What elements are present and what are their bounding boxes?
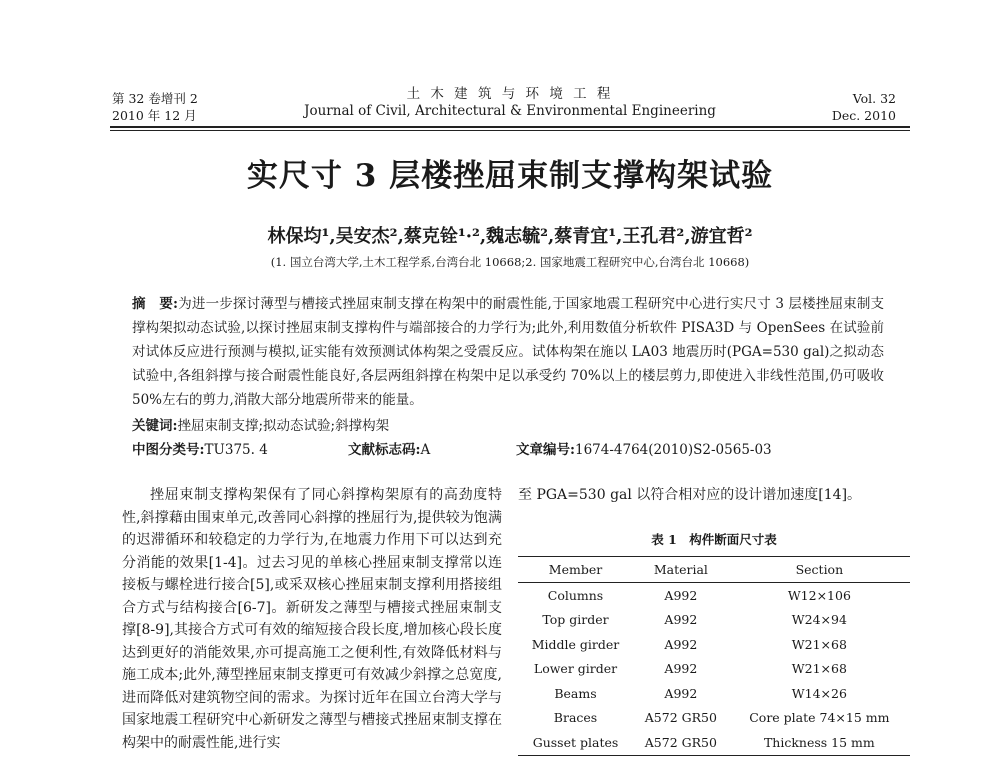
table-cell: W24×94 (791, 612, 847, 628)
table-cell: Columns (547, 587, 604, 603)
doc-value: A (420, 442, 431, 458)
table-cell: A992 (664, 612, 698, 628)
clc-label: 中图分类号: (132, 442, 205, 458)
journal-name (300, 86, 720, 120)
date-en: Dec. 2010 (831, 108, 896, 123)
table-row (518, 608, 910, 633)
journal-volume-cn (112, 90, 198, 124)
table-cell: Beams (554, 685, 597, 701)
article-code (516, 438, 772, 458)
table-cell: W21×68 (791, 661, 847, 677)
abstract (132, 292, 884, 412)
journal-name-cn: 土 木 建 筑 与 环 境 工 程 (406, 86, 614, 102)
date-cn: 2010 年 12 月 (112, 108, 197, 123)
table-cell: Core plate 74×15 mm (749, 710, 890, 726)
table-cell: Braces (553, 710, 598, 726)
clc-value: TU375. 4 (204, 442, 268, 458)
journal-name-en: Journal of Civil, Architectural & Environmental Engineering (304, 103, 716, 119)
keywords (132, 414, 884, 434)
table-row (518, 681, 910, 706)
volume-cn: 第 32 卷增刊 2 (112, 91, 198, 106)
paper-title: 实尺寸 3 层楼挫屈束制支撑构架试验 (246, 158, 774, 194)
volume-en: Vol. 32 (852, 91, 896, 106)
table-cell: A992 (664, 587, 698, 603)
article-value: 1674-4764(2010)S2-0565-03 (574, 442, 772, 458)
article-label: 文章编号: (516, 442, 575, 458)
abstract-label: 摘 要: (132, 296, 179, 312)
table-header: Material (633, 557, 729, 583)
table-row (518, 583, 910, 608)
table-cell: W12×106 (787, 587, 851, 603)
table-row (518, 657, 910, 682)
keywords-label: 关键词: (132, 418, 178, 434)
doc-label: 文献标志码: (348, 442, 421, 458)
clc-code (132, 438, 268, 458)
table-cell: A992 (664, 661, 698, 677)
table-cell: A572 GR50 (633, 730, 729, 755)
table-row (518, 706, 910, 731)
keywords-text: 挫屈束制支撑;拟动态试验;斜撑构架 (177, 418, 390, 434)
table-cell: A992 (664, 685, 698, 701)
table-cell: Middle girder (531, 636, 620, 652)
journal-volume-en (832, 90, 896, 124)
table-cell: W21×68 (791, 636, 847, 652)
abstract-text: 为进一步探讨薄型与槽接式挫屈束制支撑在构架中的耐震性能,于国家地震工程研究中心进行实尺寸 3 层楼挫屈束制支撑构架拟动态试验,以探讨挫屈束制支撑构件与端部接合的力学行为;此外,利用数值分析软件 PISA3D 与 OpenSees 在试验前对试体反应进行预测与模拟,证实能有效预测试体构架之受震反应。试体构架在施以 LA03 地震历时(PGA=530 gal)之拟动态试验中,各组斜撑与接合耐震性能良好,各层两组斜撑在构架中足以承受约 70%以上的楼层剪力,即使进入非线性范围,仍可吸收 50%左右的剪力,消散大部分地震所带来的能量。 (132, 296, 885, 408)
table-cell: A572 GR50 (644, 710, 717, 726)
body-text-left: 挫屈束制支撑构架保有了同心斜撑构架原有的高劲度特性,斜撑藉由围束单元,改善同心斜撑的挫屈行为,提供较为饱满的迟滞循环和较稳定的力学行为,在地震力作用下可以达到充分消能的效果[1-4]。过去习见的单核心挫屈束制支撑常以连接板与螺栓进行接合[5],或采双核心挫屈束制支撑利用搭接组合方式与结构接合[6-7]。新研发之薄型与槽接式挫屈束制支撑[8-9],其接合方式可有效的缩短接合段长度,增加核心段长度达到更好的消能效果,亦可提高施工之便利性,有效降低材料与施工成本;此外,薄型挫屈束制支撑更可有效减少斜撑之总宽度,进而降低对建筑物空间的需求。为探讨近年在国立台湾大学与国家地震工程研究中心新研发之薄型与槽接式挫屈束制支撑在构架中的耐震性能,进行实 (122, 487, 502, 751)
body-text-right: 至 PGA=530 gal 以符合相对应的设计谱加速度[14]。 (518, 487, 862, 503)
table-cell: Gusset plates (518, 730, 633, 755)
header-rule-thin (110, 130, 910, 131)
table-cell: A992 (664, 636, 698, 652)
author-list: 林保均¹,吴安杰²,蔡克铨¹·²,魏志毓²,蔡青宜¹,王孔君²,游宜哲² (267, 226, 753, 247)
table-cell: Top girder (542, 612, 609, 628)
table-cell: Thickness 15 mm (729, 730, 910, 755)
table-header-row (518, 557, 910, 583)
affiliation: (1. 国立台湾大学,土木工程学系,台湾台北 10668;2. 国家地震工程研究中心,台湾台北 10668) (270, 255, 750, 269)
doc-code (348, 438, 430, 458)
table-row (518, 632, 910, 657)
header-rule-thick (110, 126, 910, 128)
table-header: Section (729, 557, 910, 583)
table-cell: W14×26 (791, 685, 847, 701)
table-row (518, 730, 910, 755)
table-title: 表 1 构件断面尺寸表 (651, 532, 777, 547)
section-table (518, 556, 910, 756)
table-cell: Lower girder (533, 661, 618, 677)
table-header: Member (518, 557, 633, 583)
